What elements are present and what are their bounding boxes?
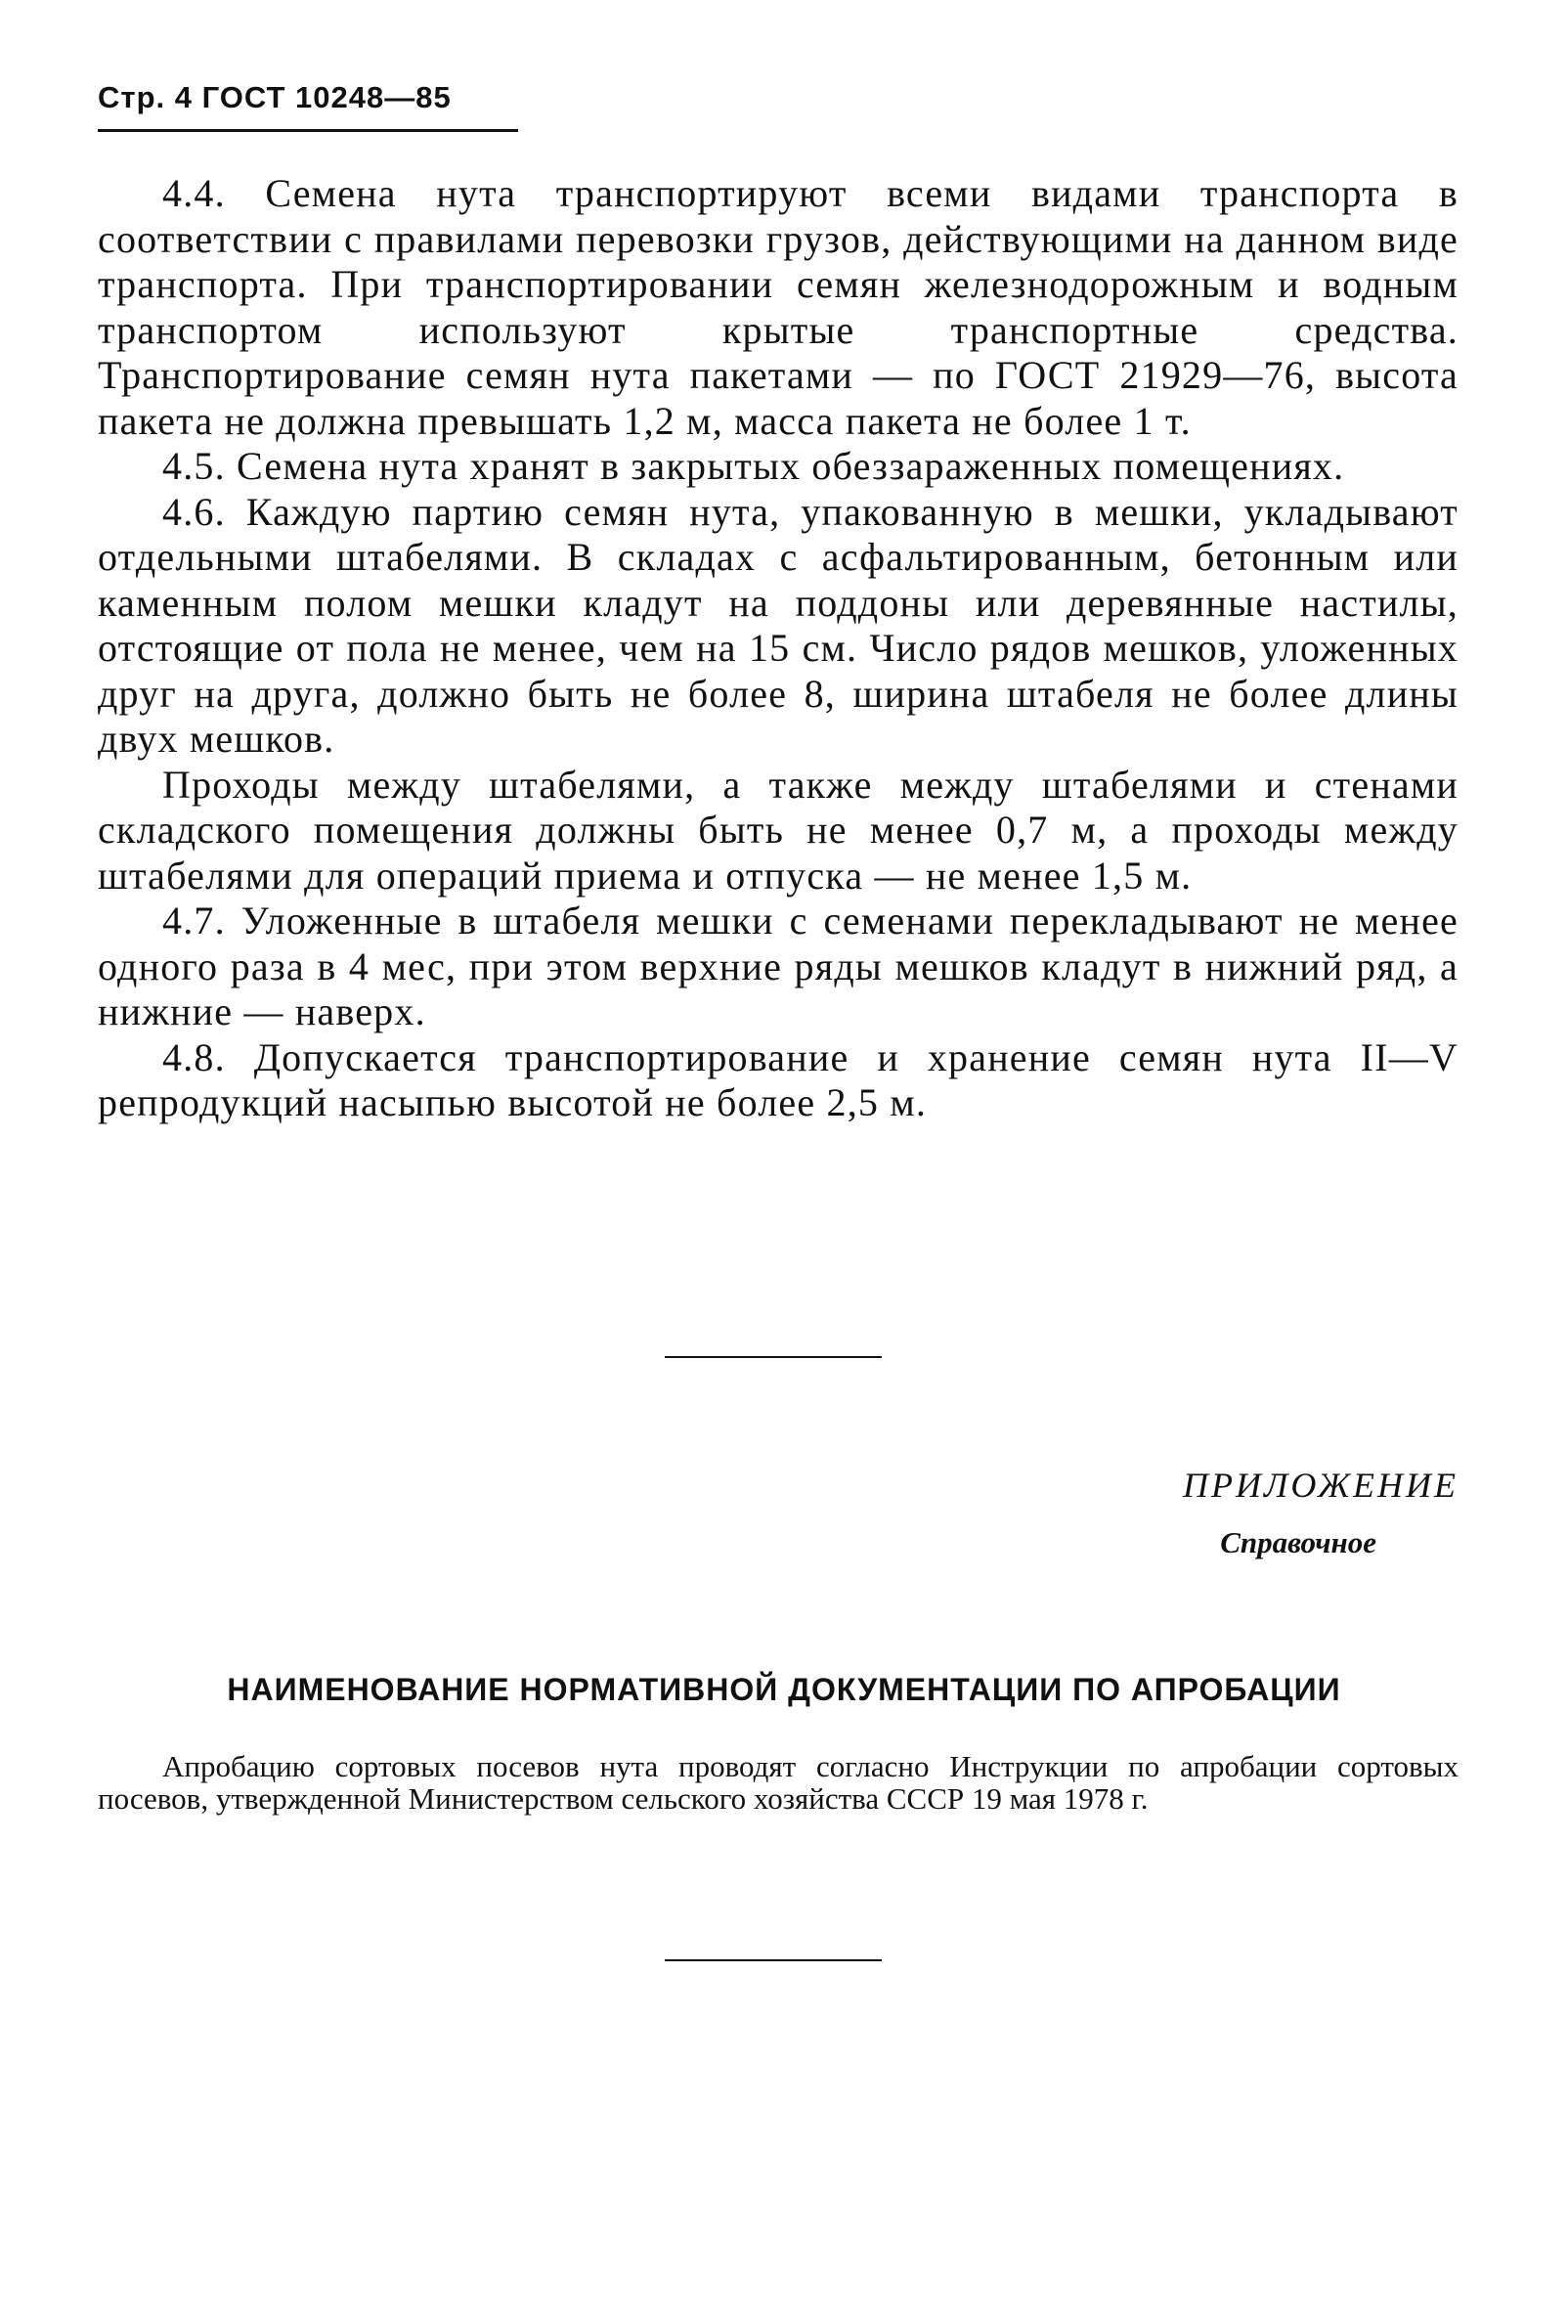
appendix-subtitle: Справочное xyxy=(1220,1525,1376,1559)
appendix-heading: НАИМЕНОВАНИЕ НОРМАТИВНОЙ ДОКУМЕНТАЦИИ ПО АПРОБАЦИИ xyxy=(227,1672,1341,1707)
paragraph-passages: Проходы между штабелями, а также между штабелями и стенами складского помещения должны быть не менее 0,7 м, а проходы между штабелями для операций приема и отпуска — не менее 1,5 м. xyxy=(98,762,1459,898)
header-rule xyxy=(98,129,518,132)
end-divider xyxy=(665,1959,882,1961)
appendix-title: ПРИЛОЖЕНИЕ xyxy=(1183,1466,1459,1505)
paragraph-4-8: 4.8. Допускается транспортирование и хранение семян нута II—V репродукций насыпью высотой не более 2,5 м. xyxy=(98,1034,1459,1124)
section-divider xyxy=(665,1356,882,1358)
paragraph-4-7: 4.7. Уложенные в штабеля мешки с семенами перекладывают не менее одного раза в 4 мес, при этом верхние ряды мешков кладут в нижний ряд, а нижние — наверх. xyxy=(98,899,1459,1033)
body-text xyxy=(98,171,1459,1126)
appendix-paragraph: Апробацию сортовых посевов нута проводят согласно Инструкции по апробации сортовых посевов, утвержденной Министерством сельского хозяйства СССР 19 мая 1978 г. xyxy=(98,1749,1459,1816)
paragraph-4-6: 4.6. Каждую партию семян нута, упакованную в мешки, укладывают отдельными штабелями. В складах с асфальтированным, бетонным или каменным полом мешки кладут на поддоны или деревянные настилы, отстоящие от пола не менее, чем на 15 см. Число рядов мешков, уложенных друг на друга, должно быть не более 8, ширина штабеля не более длины двух мешков. xyxy=(98,489,1459,761)
paragraph-4-4: 4.4. Семена нута транспортируют всеми видами транспорта в соответствии с правилами перевозки грузов, действующими на данном виде транспорта. При транспортировании семян железнодорожным и водным транспортом используют крытые транспортные средства. Транспортирование семян нута пакетами — по ГОСТ 21929—76, высота пакета не должна превышать 1,2 м, масса пакета не более 1 т. xyxy=(98,171,1459,443)
page-header: Стр. 4 ГОСТ 10248—85 xyxy=(98,80,452,114)
paragraph-4-5: 4.5. Семена нута хранят в закрытых обеззараженных помещениях. xyxy=(162,444,1345,488)
